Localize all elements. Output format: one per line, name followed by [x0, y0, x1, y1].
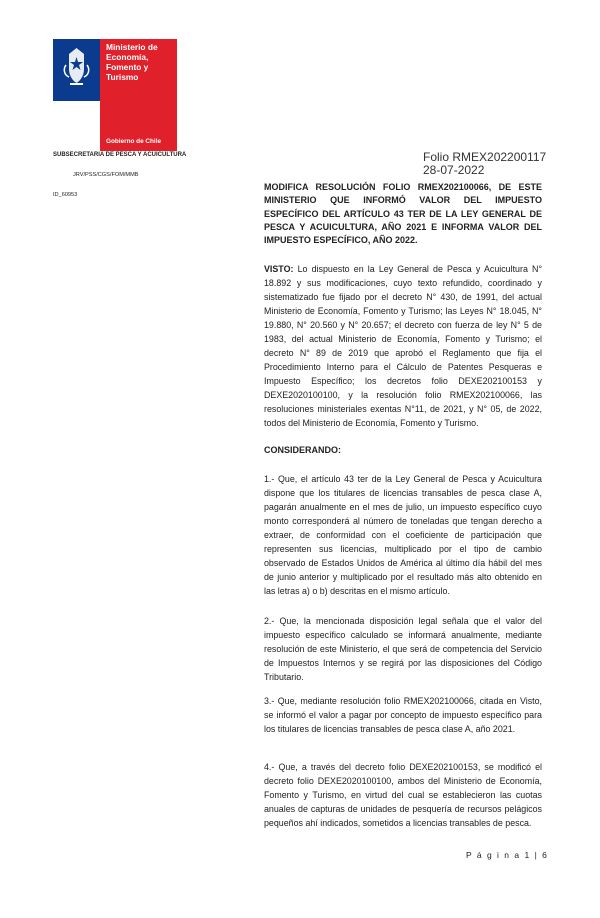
considerando-item-2: 2.- Que, la mencionada disposición legal señala que el valor del impuesto específico calculado se informará anualmente, mediante resolución de este Ministerio, el que será de competencia del Servicio de Impuestos Internos y se regirá por las disposiciones del Código Tributario. [264, 616, 542, 682]
subsecretaria-label: SUBSECRETARIA DE PESCA Y ACUICULTURA [53, 152, 187, 158]
logo-white-field [53, 101, 100, 151]
document-title: MODIFICA RESOLUCIÓN FOLIO RMEX202100066, DE ESTE MINISTERIO QUE INFORMÓ VALOR DEL IMPUESTO ESPECÍFICO DEL ARTÍCULO 43 TER DE LA LEY GENERAL DE PESCA Y ACUICULTURA, AÑO 2021 E INFORMA VALOR DEL IMPUESTO ESPECÍFICO, AÑO 2022. [264, 182, 542, 246]
coat-of-arms-icon [60, 45, 93, 89]
visto-body: Lo dispuesto en la Ley General de Pesca y Acuicultura N° 18.892 y sus modificaciones, cuyo texto refundido, coordinado y sistematizado fue fijado por el decreto N° 430, de 1991, del actual Ministerio de Economía, Fomento y Turismo; las Leyes N° 18.045, N° 19.880, N° 20.560 y N° 20.657; el decreto con fuerza de ley N° 5 de 1983, del actual Ministerio de Economía, Fomento y Turismo; el decreto N° 89 de 2019 que aprobó el Reglamento que fija el Procedimiento Interno para el Cálculo de Patentes Pesqueras e Impuesto Específico; los decretos folio DEXE202100153 y DEXE2020100100, y la resolución folio RMEX202100066, las resoluciones ministeriales exentas N°11, de 2021, y N° 05, de 2022, todos del Ministerio de Economía, Fomento y Turismo. [264, 264, 542, 428]
document-id: ID_60953 [53, 192, 78, 198]
ministry-name: Ministerio de Economía, Fomento y Turismo [106, 42, 158, 82]
considerando-heading: CONSIDERANDO: [264, 445, 342, 455]
visto-paragraph [264, 262, 542, 430]
government-label: Gobierno de Chile [106, 138, 162, 145]
initials-label: JRV/PSS/CGS/FOM/MMB [73, 172, 139, 178]
page-number: P á g i n a 1 | 6 [466, 850, 549, 860]
folio-number: Folio RMEX202200117 [423, 150, 547, 164]
visto-lead: VISTO: [264, 264, 294, 274]
folio-date: 28-07-2022 [423, 163, 485, 177]
considerando-item-4: 4.- Que, a través del decreto folio DEXE202100153, se modificó el decreto folio DEXE2020100100, ambos del Ministerio de Economía, Fomento y Turismo, en virtud del cual se establecieron las cuotas anuales de capturas de unidades de pesquería de recursos pelágicos pequeños ahí indicados, sometidos a licencias transables de pesca. [264, 762, 542, 828]
considerando-item-3: 3.- Que, mediante resolución folio RMEX202100066, citada en Visto, se informó el valor a pagar por concepto de impuesto específico para los titulares de licencias transables de pesca clase A, año 2021. [264, 696, 542, 734]
folio-block [423, 151, 546, 177]
considerando-item-1: 1.- Que, el artículo 43 ter de la Ley General de Pesca y Acuicultura dispone que los titulares de licencias transables de pesca clase A, pagarán anualmente en el mes de julio, un impuesto específico cuyo monto corresponderá al número de toneladas que tengan derecho a extraer, de conformidad con el coeficiente de participación que representen sus licencias, multiplicado por el tipo de cambio observado de Estados Unidos de América al último día hábil del mes de junio anterior y multiplicado por el resultado más alto obtenido en las letras a) o b) descritas en el mismo artículo. [264, 474, 542, 596]
ministry-logo [53, 39, 177, 151]
